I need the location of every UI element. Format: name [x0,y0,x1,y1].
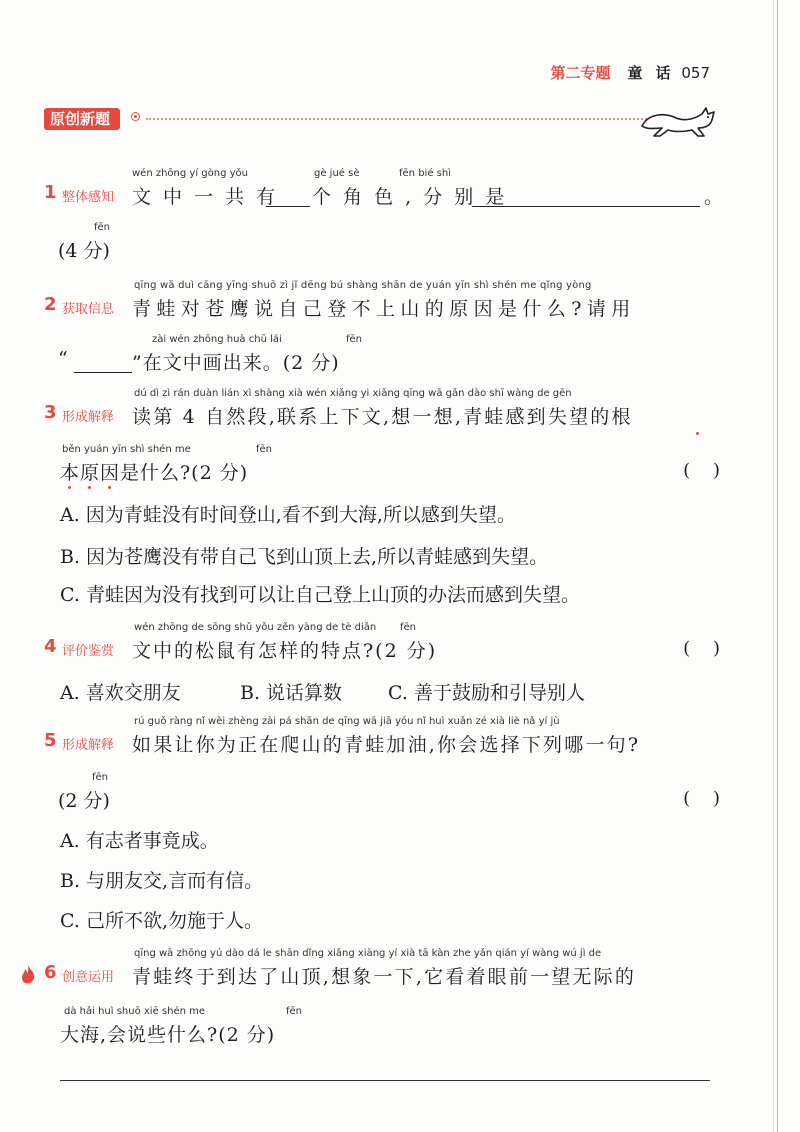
question-number: 4 [44,636,57,657]
option-b: B. 说话算数 [240,682,343,704]
answer-parentheses[interactable]: ( ) [683,460,720,481]
pinyin: wén zhōng yí gòng yǒu [132,168,248,179]
answer-parentheses[interactable]: ( ) [683,638,720,659]
question-text: 。 [704,186,727,208]
answer-writing-line[interactable] [60,1080,710,1081]
answer-parentheses[interactable]: ( ) [683,788,720,809]
pinyin: wén zhōng de sōng shǔ yǒu zěn yàng de tè diǎn [134,622,377,633]
question-tag: 获取信息 [62,302,115,317]
pinyin: fēn [256,444,273,455]
option-a: A. 有志者事竟成。 [60,830,219,852]
pinyin: dà hǎi huì shuō xiē shén me [64,1006,206,1017]
section-banner: 原创新题 [44,108,120,130]
question-tag: 评价鉴赏 [62,644,115,659]
option-c: C. 善于鼓励和引导别人 [388,682,585,704]
quote-open: “ [58,348,68,370]
pinyin: fēn [92,772,109,783]
page-edge-shadow [773,0,774,1132]
question-number: 6 [44,962,57,983]
answer-blank[interactable] [472,184,700,207]
chapter-title: 童 话 [627,64,675,82]
dotted-divider [146,118,650,120]
pinyin: fēn [94,222,111,233]
option-b: B. 因为苍鹰没有带自己飞到山顶上去,所以青蛙感到失望。 [60,546,549,568]
cat-icon [640,104,718,140]
pinyin: zài wén zhōng huà chū lái [152,334,282,345]
option-c: C. 己所不欲,勿施于人。 [60,910,263,932]
question-tag: 形成解释 [62,738,115,753]
pinyin: qīng wā zhōng yú dào dá le shān dǐng xiǎng xiàng yí xià tā kàn zhe yǎn qián yí wàng wú jì de [134,948,602,959]
question-text: 青蛙终于到达了山顶,想象一下,它看着眼前一望无际的 [132,966,637,988]
option-a: A. 喜欢交朋友 [60,682,181,704]
fire-icon [20,964,36,984]
option-b: B. 与朋友交,言而有信。 [60,870,264,892]
question-text: ”在文中画出来。(2 分) [132,352,340,374]
page-number: 057 [681,64,710,82]
question-number: 5 [44,730,57,751]
question-text: 个 角 色 , 分 别 是 [312,186,508,208]
section-title: 第二专题 [550,64,611,82]
question-number: 1 [44,182,57,203]
question-text: 读第 4 自然段,联系上下文,想一想,青蛙感到失望的根 [132,406,633,428]
question-score: (4 分) [58,240,110,262]
question-1 [44,168,727,268]
question-6 [44,948,720,1058]
option-a: A. 因为青蛙没有时间登山,看不到大海,所以感到失望。 [60,504,516,526]
page-edge [777,0,778,1132]
question-4 [44,622,720,712]
pinyin: gè jué sè [314,168,360,179]
emphasis-dot [108,486,111,489]
question-5 [44,716,720,936]
question-text: 青蛙对苍鹰说自己登不上山的原因是什么?请用 [132,298,636,320]
page-header [551,62,710,83]
pinyin: fēn [346,334,363,345]
question-tag: 整体感知 [62,190,115,205]
answer-blank[interactable] [74,350,132,373]
pinyin: dú dì zì rán duàn lián xì shàng xià wén xiǎng yi xiǎng qīng wā gǎn dào shī wàng de gēn [134,388,572,399]
option-c: C. 青蛙因为没有找到可以让自己登上山顶的办法而感到失望。 [60,584,580,606]
question-text: 大海,会说些什么?(2 分) [60,1024,276,1046]
answer-blank[interactable] [266,184,310,207]
pinyin: qīng wā duì cāng yīng shuō zì jǐ dēng bú shàng shān de yuán yīn shì shén me qǐng yòng [134,280,592,291]
pinyin: fēn [400,622,417,633]
emphasis-dot [696,432,699,435]
emphasis-dot [88,486,91,489]
pinyin: fēn [286,1006,303,1017]
question-tag: 创意运用 [62,970,115,985]
pinyin: fēn bié shì [399,168,451,179]
question-number: 2 [44,294,57,315]
pinyin: rú guǒ ràng nǐ wèi zhèng zài pá shān de qīng wā jiā yóu nǐ huì xuǎn zé xià liè nǎ yí jù [134,716,560,727]
pinyin: běn yuán yīn shì shén me [62,444,191,455]
banner-dot-icon [131,112,140,121]
question-number: 3 [44,402,57,423]
question-text: 文 中 一 共 有 [132,186,279,208]
question-score: (2 分) [58,790,110,812]
question-2 [44,280,720,380]
question-text: 文中的松鼠有怎样的特点?(2 分) [132,640,438,662]
question-text: 如果让你为正在爬山的青蛙加油,你会选择下列哪一句? [132,734,641,756]
question-3 [44,388,720,618]
question-tag: 形成解释 [62,410,115,425]
question-text: 本原因是什么?(2 分) [60,462,249,484]
emphasis-dot [68,486,71,489]
